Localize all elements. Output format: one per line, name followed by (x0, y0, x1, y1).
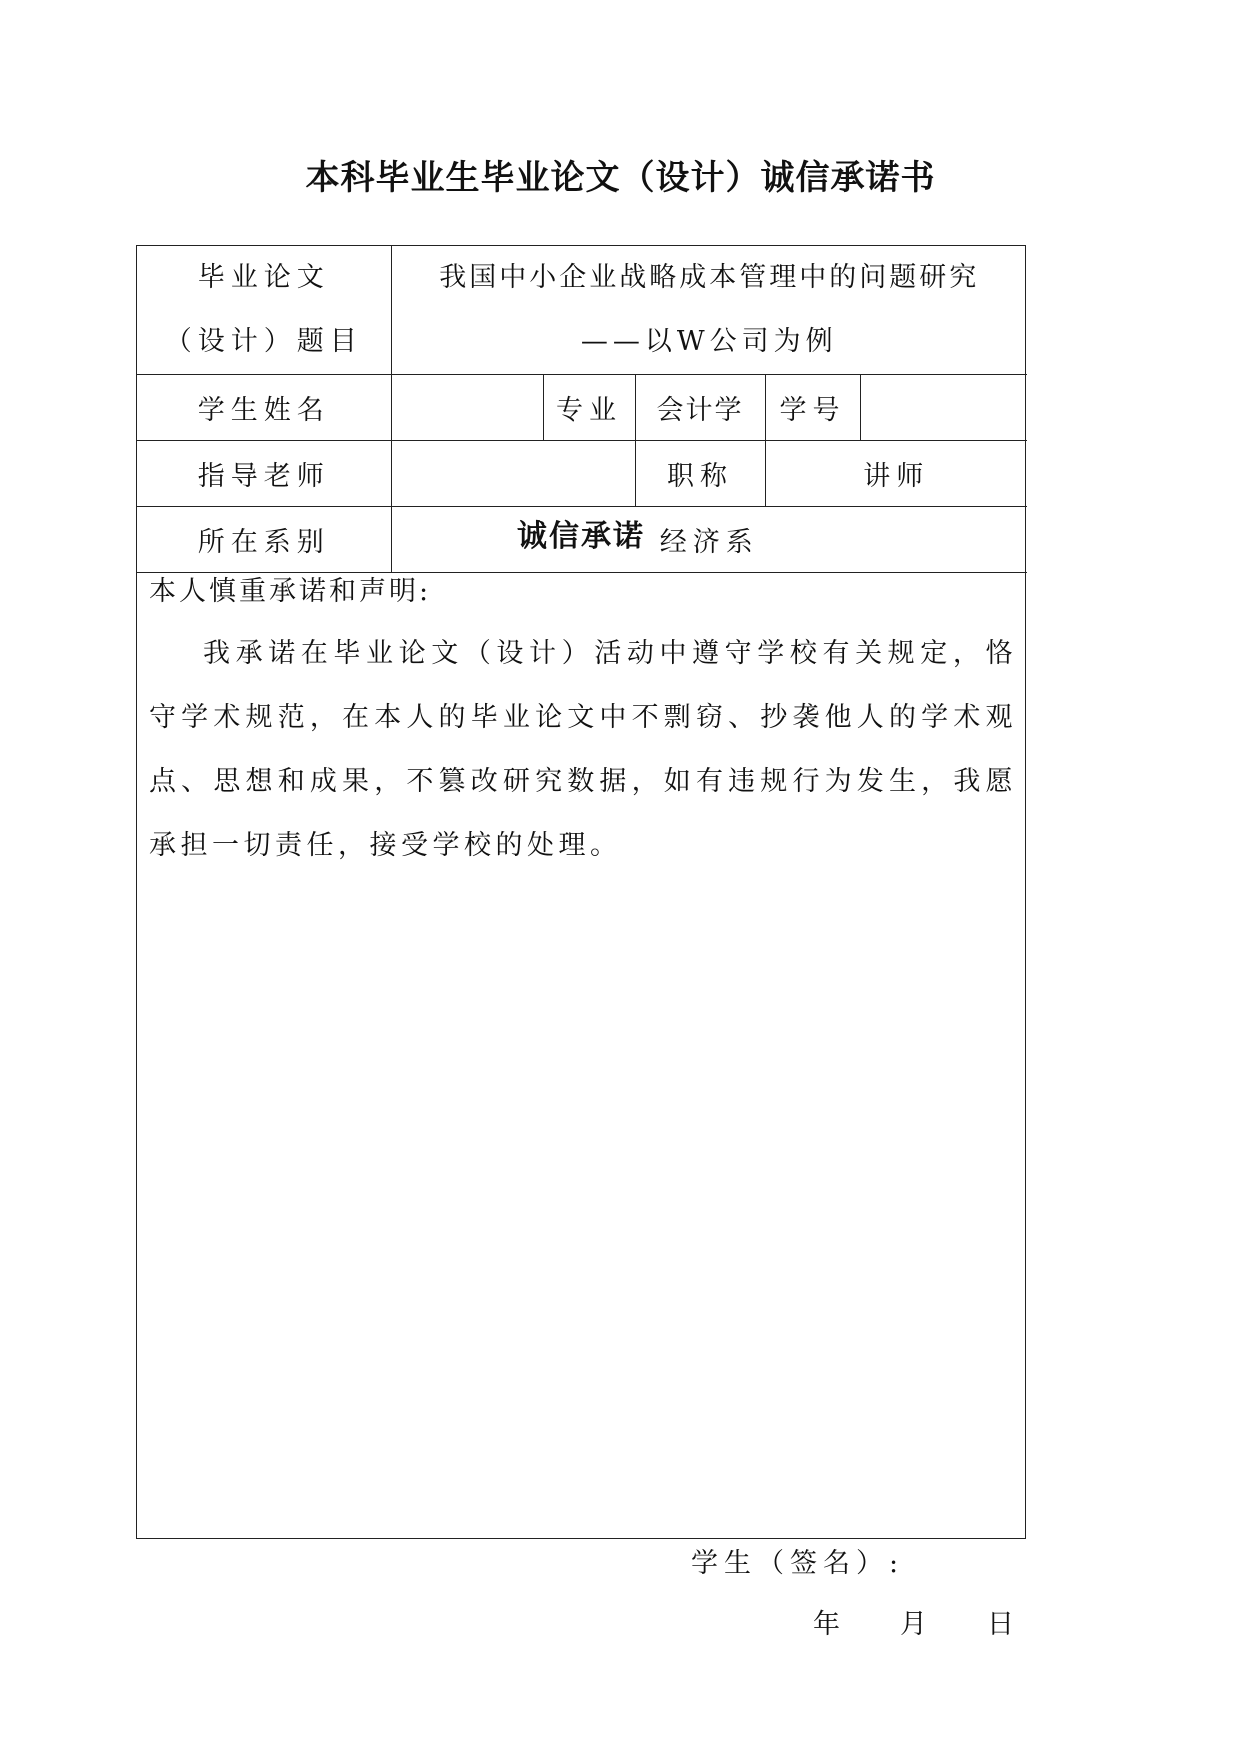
thesis-title-line1: 我国中小企业战略成本管理中的问题研究 (439, 262, 980, 293)
declaration-intro: 本人慎重承诺和声明: (149, 576, 432, 607)
advisor-field (391, 441, 635, 507)
student-id-field (860, 375, 1027, 441)
statement-heading: 诚信承诺 (517, 519, 645, 554)
thesis-label-line2: （设计）题目 (164, 326, 363, 357)
rank-label: 职称 (635, 441, 765, 507)
advisor-row (137, 441, 1027, 507)
department-label: 所在系别 (137, 507, 391, 573)
page-title: 本科毕业生毕业论文（设计）诚信承诺书 (305, 158, 936, 198)
rank-value: 讲师 (765, 441, 1027, 507)
major-label: 专业 (543, 375, 635, 441)
major-value: 会计学 (635, 375, 765, 441)
thesis-title-row (137, 246, 1027, 375)
student-name-field (391, 375, 543, 441)
student-id-label: 学号 (765, 375, 860, 441)
student-name-label: 学生姓名 (137, 375, 391, 441)
department-value: 经济系 (391, 507, 1027, 573)
date-month: 月 (900, 1609, 927, 1640)
thesis-title-label-cell (137, 246, 391, 375)
thesis-label-line1: 毕业论文 (197, 262, 330, 293)
signature-label: 学生（签名）: (691, 1548, 905, 1579)
pledge-form (136, 245, 1026, 1640)
thesis-title-line2: ——以W公司为例 (580, 326, 838, 357)
date-year: 年 (813, 1609, 840, 1640)
date-day: 日 (987, 1609, 1014, 1640)
advisor-label: 指导老师 (137, 441, 391, 507)
date-line (813, 1602, 1014, 1641)
pledge-text: 我承诺在毕业论文（设计）活动中遵守学校有关规定，恪守学术规范，在本人的毕业论文中不剽窃、抄袭他人的学术观点、思想和成果，不篡改研究数据，如有违规行为发生，我愿承担一切责任，接受学校的处理。 (149, 638, 1017, 861)
student-row (137, 375, 1027, 441)
thesis-title-value-cell (391, 246, 1027, 375)
